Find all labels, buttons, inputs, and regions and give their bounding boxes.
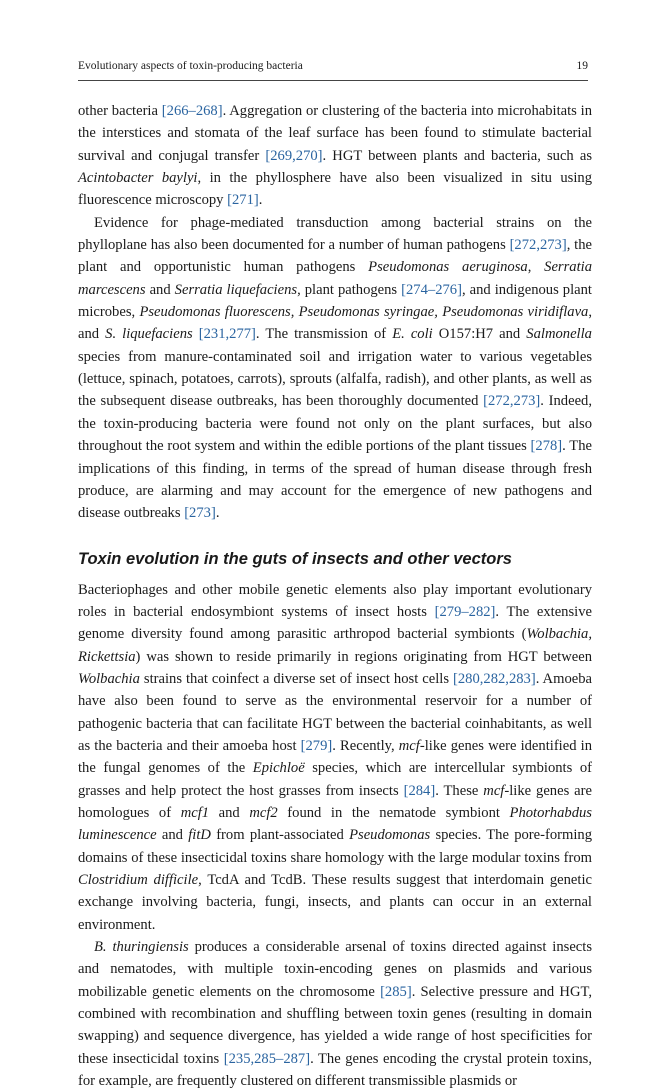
paragraph-1: other bacteria [266–268]. Aggregation or clustering of the bacteria into microhabitats in the interstices and stomata of the leaf surface has been found to stimulate bacterial survival and conjugal transfer [269,270]. HGT between plants and bacteria, such as Acintobacter baylyi, in the phyllosphere have also been visualized in situ using fluorescence microscopy [271]. xyxy=(78,103,593,209)
header-rule xyxy=(78,80,588,81)
species-name: Clostridium difficile xyxy=(78,872,199,888)
citation-link[interactable]: [280,282,283] xyxy=(453,670,536,687)
paragraph-3: Bacteriophages and other mobile genetic elements also play important evolutionary roles in bacterial endosymbiont systems of insect hosts [279–282]. The extensive genome diversity found among parasitic arthropod bacterial symbionts (Wolbachia, Rickettsia) was shown to reside primarily in regions originating from HGT between Wolbachia strains that coinfect a diverse set of insect host cells [280,282,283]. Amoeba have also been found to serve as the environmental reservoir for a number of pathogenic bacteria that can facilitate HGT between the bacterial coinhabitants, as well as the bacteria and their amoeba host [279]. Recently, mcf-like genes were identified in the fungal genomes of the Epichloë species, which are intercellular symbionts of grasses and help protect the host grasses from insects [284]. These mcf-like genes are homologues of mcf1 and mcf2 found in the nematode symbiont Photorhabdus luminescence and fitD from plant-associated Pseudomonas species. The pore-forming domains of these insecticidal toxins share homology with the large modular toxins from Clostridium difficile, TcdA and TcdB. These results suggest that interdomain genetic exchange involving bacteria, fungi, insects, and plants can occur in an external environment. xyxy=(78,581,593,933)
species-name: Pseudomonas fluorescens, Pseudomonas syringae, Pseudomonas viridiflava xyxy=(139,304,589,321)
citation-link[interactable]: [231,277] xyxy=(198,326,256,343)
running-head-title: Evolutionary aspects of toxin-producing bacteria xyxy=(78,60,303,72)
citation-link[interactable]: [271] xyxy=(227,192,259,209)
species-name: S. liquefaciens xyxy=(105,326,193,343)
citation-link[interactable]: [285] xyxy=(380,983,412,1000)
species-name: B. thuringiensis xyxy=(94,939,189,956)
citation-link[interactable]: [279] xyxy=(300,737,333,754)
citation-link[interactable]: [269,270] xyxy=(265,147,323,164)
citation-link[interactable]: [284] xyxy=(403,782,436,799)
page-number: 19 xyxy=(576,60,588,72)
species-name: E. coli xyxy=(392,326,433,343)
gene-name: mcf1 xyxy=(180,804,210,821)
paragraph-2: Evidence for phage-mediated transduction among bacterial strains on the phylloplane has also been documented for a number of human pathogens [272,273], the plant and opportunistic human pathogens Pseudomonas aeruginosa, Serratia marcescens and Serratia liquefaciens, plant pathogens [274–276], and indigenous plant microbes, Pseudomonas fluorescens, Pseudomonas syringae, Pseudomonas viridiflava, and S. liquefaciens [231,277]. The transmission of E. coli O157:H7 and Salmonella species from manure-contaminated soil and irrigation water to various vegetables (lettuce, spinach, potatoes, carrots), sprouts (alfalfa, radish), and other plants, as well as the subsequent disease outbreaks, has been thoroughly documented [272,273]. Indeed, the toxin-producing bacteria were found not only on the plant surfaces, but also throughout the root system and within the edible portions of the plant tissues [278]. The implications of this finding, in terms of the spread of human disease through fresh produce, are alarming and may account for the emergence of new pathogens and disease outbreaks [273]. xyxy=(78,214,592,522)
section-heading: Toxin evolution in the guts of insects and other vectors xyxy=(78,549,512,568)
species-name: Pseudomonas aeruginosa xyxy=(368,259,528,276)
citation-link[interactable]: [235,285–287] xyxy=(223,1050,311,1067)
gene-name: mcf2 xyxy=(249,804,278,821)
citation-link[interactable]: [278] xyxy=(530,438,563,455)
citation-link[interactable]: [272,273] xyxy=(483,393,541,410)
species-name: Serratia liquefaciens xyxy=(174,281,298,298)
species-name: Epichloë xyxy=(252,760,305,777)
body-text xyxy=(78,100,592,1092)
citation-link[interactable]: [274–276] xyxy=(401,281,462,298)
species-name: Pseudomonas xyxy=(349,827,431,844)
gene-name: fitD xyxy=(188,827,211,844)
gene-name: mcf xyxy=(398,737,420,754)
species-name: Photorhabdus luminescence xyxy=(78,804,592,844)
citation-link[interactable]: [273] xyxy=(184,505,216,522)
species-name: Serratia marcescens xyxy=(78,259,592,298)
species-name: Salmonella xyxy=(526,326,592,343)
species-name: Wolbachia, Rickettsia xyxy=(78,626,592,665)
paragraph-4: B. thuringiensis produces a considerable arsenal of toxins directed against insects and nematodes, with multiple toxin-encoding genes on plasmids and various mobilizable genetic elements on the chromosome [285]. Selective pressure and HGT, combined with recombination and shuffling between toxin genes (resulting in domain swapping) and sequence divergence, has yielded a wide range of host specificities for these insecticidal toxins [235,285–287]. The genes encoding the crystal protein toxins, for example, are frequently clustered on different transmissible plasmids or xyxy=(78,939,593,1090)
gene-name: mcf xyxy=(483,782,505,799)
species-name: Acintobacter baylyi xyxy=(78,170,198,187)
running-head xyxy=(78,58,588,74)
citation-link[interactable]: [279–282] xyxy=(434,603,496,620)
citation-link[interactable]: [272,273] xyxy=(509,237,567,254)
citation-link[interactable]: [266–268] xyxy=(161,103,223,119)
species-name: Wolbachia xyxy=(78,670,140,687)
